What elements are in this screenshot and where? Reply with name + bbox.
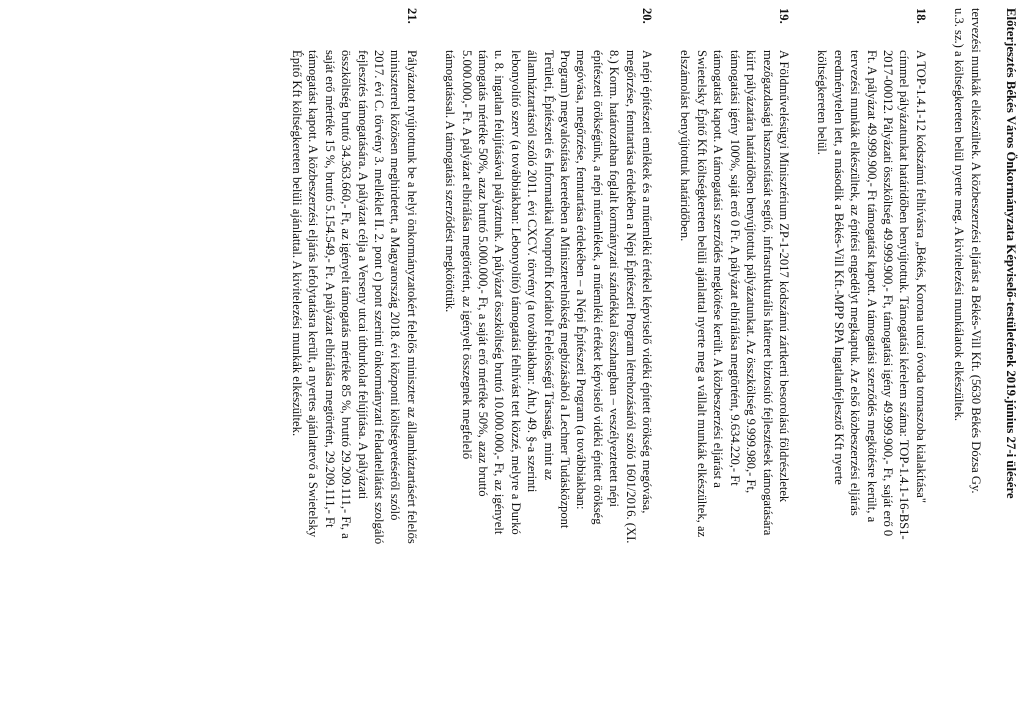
section-line: A népi építészeti emlékek és a műemléki értékel képviselő vidéki épített örökség megóvása, — [640, 50, 655, 514]
section-line: elszámolást benyújtottuk határidőben. — [678, 50, 693, 242]
section-line: Ft. A pályázat 49.999.900,- Ft támogatást kapott. A támogatási szerződés megkötésre került, a — [864, 50, 879, 523]
section-line: A TOP-1.4.1-12 kódszámú felhívásra „Békés, Korona utcai óvoda tornaszoba kialakítása" — [913, 50, 928, 504]
section-line: Pályázatot nyújtottunk be a helyi önkormányzatokért felelős miniszter az államháztartásért felelős — [404, 50, 419, 544]
section-line: Swietelsky Építő Kft költségkereten belüli ajánlattal nyerte meg a vállalt munkák elkészültek, az — [694, 50, 709, 538]
section-line: támogatással. A támogatási szerződést megkötöttük. — [443, 50, 458, 313]
section-line: fejlesztés támogatására. A pályázat célja a Verseny utcai útburkolat felújítása. A pályázati — [355, 50, 370, 500]
section-number: 21. — [404, 8, 419, 24]
section-line: mezőgazdasági hasznosítását segítő, infrastrukturális hátteret biztosító fejlesztések támogatására — [760, 50, 775, 536]
section-line: Program) megvalósítása keretében a Miniszterelnökség megbízásából a Lechner Tudásközpont — [558, 50, 573, 529]
section-line: építészeti örökségünk, a népi műemlékek, a műemléki értéket képviselő vidéki épített örökség — [590, 50, 605, 525]
section-line: támogatási igény 100%, saját erő 0 Ft. A pályázat elbírálása megtörtént, 9.634.220,- Ft — [727, 50, 742, 486]
section-line: költségkereten belül. — [815, 50, 830, 155]
section-line: tervezési munkák elkészültek, az építési engedélyt megkaptuk. Az első közbeszerzési eljárás — [848, 50, 863, 516]
section-line: 2017. évi C. törvény 3. melléklet II. 2. pont c) pont szerinti önkormányzati feladatellátást szolgáló — [372, 50, 386, 545]
section-line: támogatást kapott. A támogatási szerződés megkötése került. A közbeszerzési eljárást a — [711, 50, 726, 488]
section-number: 19. — [776, 8, 791, 24]
section-line: 5.000.000,- Ft. A pályázat elbírálása megtörtént, az igényelt összegnek megfelelő — [459, 50, 474, 460]
section-line: összköltség bruttó 34.363.660,- Ft, az igényelt támogatás mértéke 85 %, bruttó 29.209.111,- Ft, a — [339, 50, 354, 539]
section-20 — [442, 8, 655, 716]
section-line: Területi, Építészeti és Informatikai Nonprofit Korlátolt Felelősségű Társaság, mint az — [541, 50, 556, 481]
section-line: 2017-00012. Pályázati összköltség 49.999.900,- Ft, támogatási igény 49.999.900,- Ft, saját erő 0 — [880, 50, 895, 537]
section-line: államháztartásról szóló 2011. évi CXCV. törvény (a továbbiakban: Áht.) 49. §-a szerinti — [525, 50, 540, 493]
section-18 — [814, 8, 929, 716]
section-21 — [289, 8, 420, 716]
section-line: támogatást kapott. A közbeszerzési eljárás lefolytatásra került, a nyertes ajánlattevő a Swietelsky — [306, 50, 321, 538]
section-line: megóvása, megőrzése, fenntartása érdekében – a Népi Építészeti Program (a továbbiakban: — [574, 50, 589, 510]
intro-line: tervezési munkák elkészültek. A közbeszerzési eljárást a Békés-Vill Kft. (5630 Békés Dózsa Gy. — [968, 8, 983, 494]
section-line: u. 8. ingatlan felújításával pályáztunk. A pályázat összköltség bruttó 10.000.000,- Ft, az igényelt — [492, 50, 507, 535]
section-line: Építő Kft költségkereten belüli ajánlattal. A kivitelezési munkák elkészültek. — [289, 50, 304, 437]
section-line: támogatás mértéke 50%, azaz bruttó 5.000.000,- Ft, a saját erő mértéke 50%, azaz bruttó — [476, 50, 491, 497]
section-line: kiírt pályázatára határidőben benyújtottuk pályázatunkat. Az összköltség 9.999.980,- Ft, — [744, 50, 759, 494]
section-19 — [677, 8, 792, 716]
document-header: Előterjesztés Békés Város Önkormányzata Képviselő-testületének 2019.június 27-i ülésére — [1004, 8, 1018, 499]
section-line: címmel pályázatunkat határidőben benyújtottuk. Támogatási kérelem száma: TOP-1.4.1-16-BS1- — [897, 50, 912, 540]
intro-line: u.3. sz.) a költségkereten belül nyerte meg. A kivitelezési munkálatok elkészültek. — [952, 8, 967, 422]
section-number: 18. — [913, 8, 928, 24]
section-line: miniszterrel közösen meghirdetett, a Magyarország 2018. évi központi költségvetéséről szóló — [388, 50, 403, 521]
intro-paragraph — [951, 8, 984, 716]
section-line: lebonyolító szerv (a továbbiakban: Lebonyolító) támogatási felhívást tett közzé, melyre a Durkó — [508, 50, 523, 535]
section-line: A Földművelésügyi Minisztérium ZP-1-2017 kódszámú zártkerti besorolású földrészletek — [776, 50, 791, 503]
section-line: megőrzése, fenntartása érdekében a Népi Építészeti Program létrehozásáról szóló 1601/2016. (XI. — [623, 50, 638, 544]
section-line: eredménytelen lett, a második a Békés-Vill Kft.-MPP SPA Ingatlanfejlesztő Kft nyerte — [831, 50, 846, 485]
section-line: saját erő mértéke 15 %, bruttó 5.154.549,- Ft. A pályázat elbírálása megtörtént, 29.209.111,- Ft — [322, 50, 337, 528]
section-line: 8.) Korm. határozatban foglalt kormányzati szándékkal összhangban – veszélyeztetett népi — [607, 50, 622, 508]
section-number: 20. — [640, 8, 655, 24]
